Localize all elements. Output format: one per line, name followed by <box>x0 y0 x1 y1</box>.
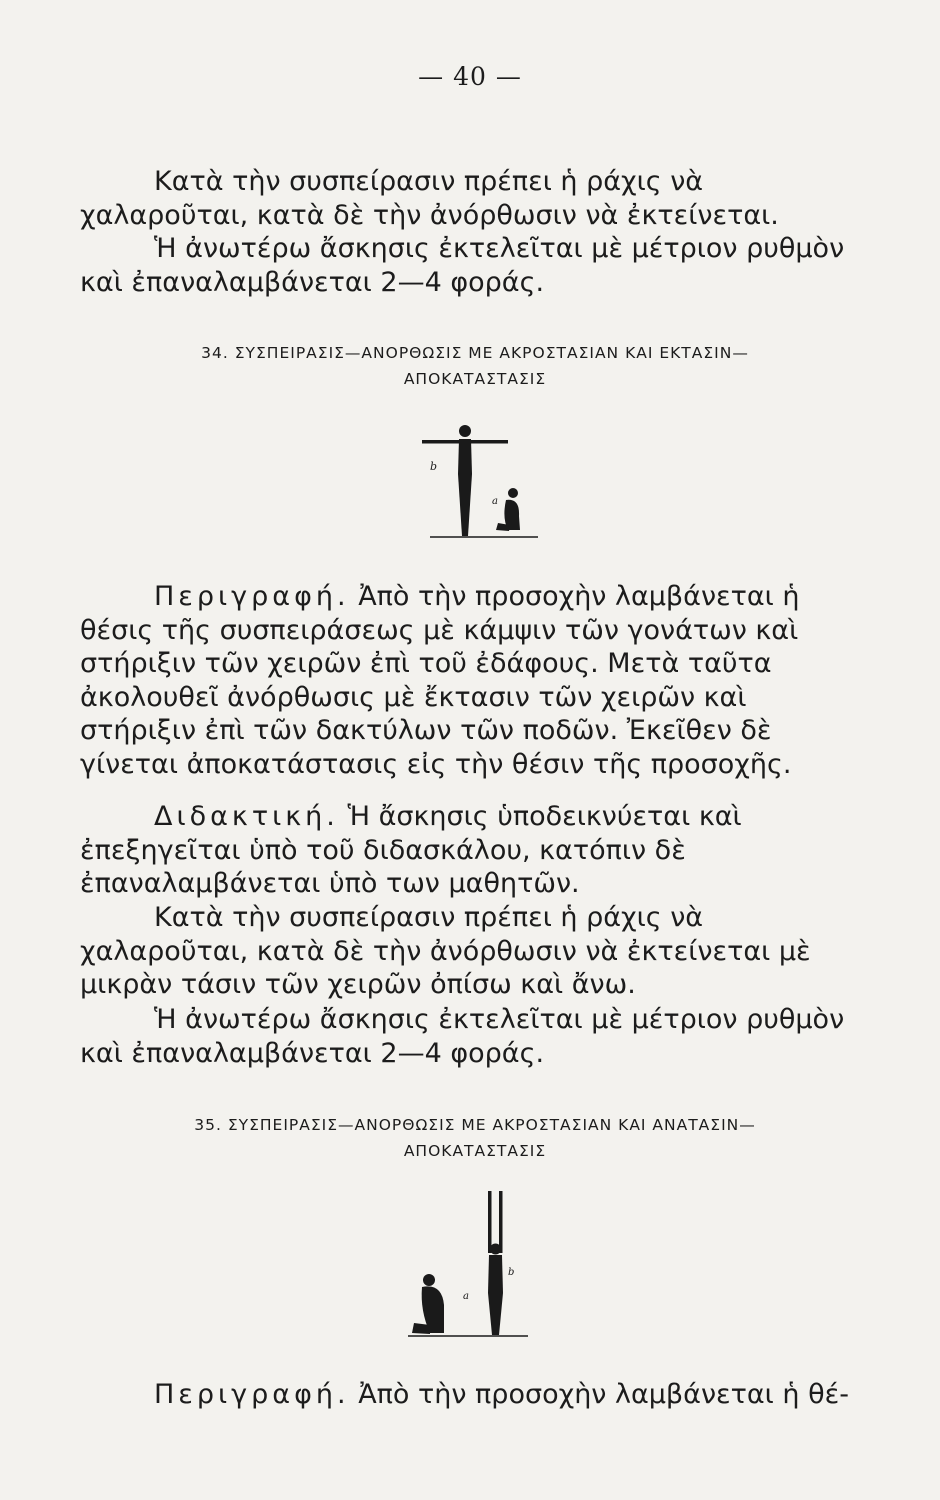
exercise-34-heading <box>80 340 870 392</box>
exercise-35-heading <box>80 1112 870 1164</box>
heading-line: ΑΠΟΚΑΤΑΣΤΑΣΙΣ <box>403 370 547 388</box>
paragraph: Ἡ ἀνωτέρω ἄσκησις ἐκτελεῖται μὲ μέτριον ρυθμὸν καὶ ἐπαναλαμβάνεται 2—4 φοράς. <box>80 1004 845 1069</box>
description-label: Περιγραφή. <box>154 581 350 612</box>
figure-label: a <box>463 1291 469 1302</box>
exercise-35-figure <box>400 1183 540 1353</box>
exercise-34-figure <box>410 418 550 553</box>
figure-label: b <box>430 460 438 473</box>
exercise-35-description <box>80 1378 870 1412</box>
figure-label: b <box>508 1267 515 1278</box>
exercise-34-description <box>80 580 870 782</box>
description-text: Ἀπὸ τὴν προσοχὴν λαμβάνεται ἡ θέ- <box>358 1379 849 1410</box>
paragraph: Ἡ ἀνωτέρω ἄσκησις ἐκτελεῖται μὲ μέτριον ρυθμὸν καὶ ἐπαναλαμβάνεται 2—4 φοράς. <box>80 233 845 298</box>
heading-line: ΑΠΟΚΑΤΑΣΤΑΣΙΣ <box>403 1142 547 1160</box>
paragraph: Κατὰ τὴν συσπείρασιν πρέπει ἡ ράχις νὰ χαλαροῦται, κατὰ δὲ τὴν ἀνόρθωσιν νὰ ἐκτείνεται. <box>80 166 779 231</box>
description-text: Ἀπὸ τὴν προσοχὴν λαμβάνεται ἡ θέσις τῆς συσπειράσεως μὲ κάμψιν τῶν γονάτων καὶ στήριξιν τῶν χειρῶν ἐπὶ τοῦ ἐδάφους. Μετὰ ταῦτα ἀκολουθεῖ ἀνόρθωσις μὲ ἔκτασιν τῶν χειρῶν καὶ στήριξιν ἐπὶ τῶν δακτύλων τῶν ποδῶν. Ἐκεῖθεν δὲ γίνεται ἀποκατάστασις εἰς τὴν θέσιν τῆς προσοχῆς. <box>80 581 800 780</box>
page-number: — 40 — <box>418 62 522 91</box>
didactic-label: Διδακτική. <box>154 801 339 832</box>
heading-line: 35. ΣΥΣΠΕΙΡΑΣΙΣ—ΑΝΟΡΘΩΣΙΣ ΜΕ ΑΚΡΟΣΤΑΣΙΑΝ ΚΑΙ ΑΝΑΤΑΣΙΝ— <box>194 1116 756 1134</box>
figure-label: a <box>492 496 498 507</box>
description-label: Περιγραφή. <box>154 1379 350 1410</box>
exercise-34-didactic <box>80 800 870 901</box>
paragraph: Κατὰ τὴν συσπείρασιν πρέπει ἡ ράχις νὰ χαλαροῦται, κατὰ δὲ τὴν ἀνόρθωσιν νὰ ἐκτείνεται μὲ μικρὰν τάσιν τῶν χειρῶν ὀπίσω καὶ ἄνω. <box>80 902 811 1001</box>
heading-line: 34. ΣΥΣΠΕΙΡΑΣΙΣ—ΑΝΟΡΘΩΣΙΣ ΜΕ ΑΚΡΟΣΤΑΣΙΑΝ ΚΑΙ ΕΚΤΑΣΙΝ— <box>201 344 749 362</box>
didactic-text: Ἡ ἄσκησις ὑποδεικνύεται καὶ ἐπεξηγεῖται ὑπὸ τοῦ διδασκάλου, κατόπιν δὲ ἐπαναλαμβάνεται ὑπὸ των μαθητῶν. <box>80 801 742 900</box>
